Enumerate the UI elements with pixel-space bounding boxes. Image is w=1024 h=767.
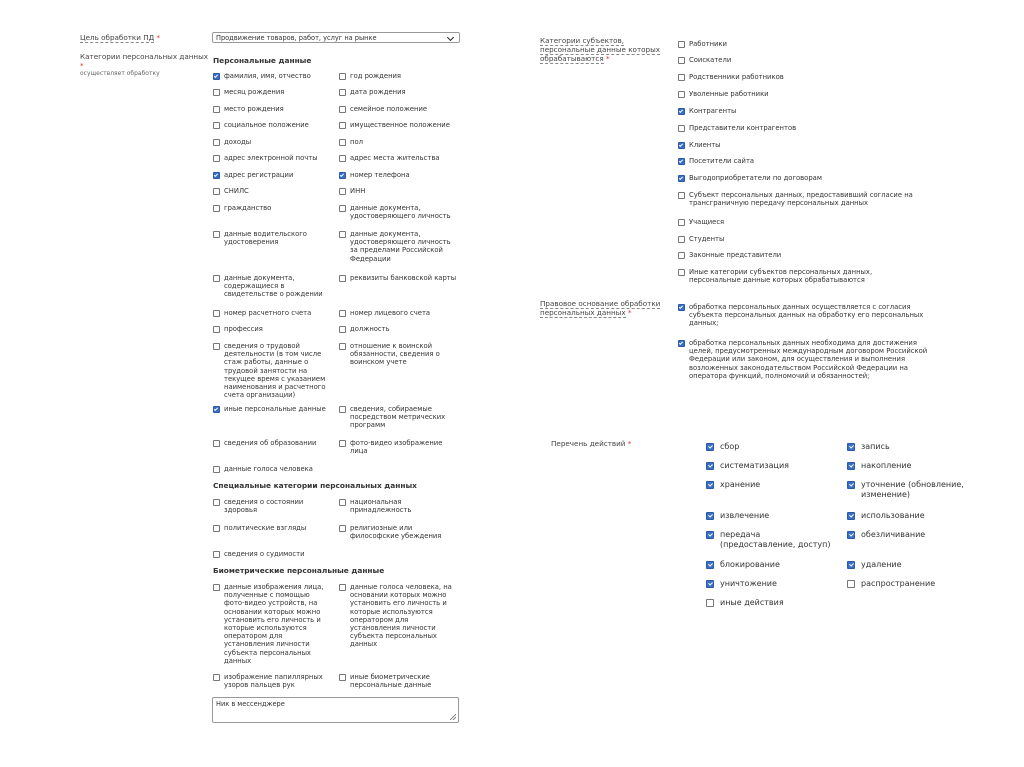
section-special-title: Специальные категории персональных данных bbox=[213, 481, 417, 490]
checkbox-label: год рождения bbox=[350, 72, 402, 80]
required-mark: * bbox=[156, 33, 161, 42]
checkbox-unchecked-icon[interactable] bbox=[213, 205, 220, 212]
checkbox-unchecked-icon[interactable] bbox=[213, 122, 220, 129]
checkbox-item[interactable] bbox=[339, 342, 457, 367]
checkbox-label: Иные категории субъектов персональных данных, персональные данные которых обрабатываются bbox=[689, 268, 873, 285]
checkbox-unchecked-icon[interactable] bbox=[339, 122, 346, 129]
checkbox-checked-icon[interactable] bbox=[213, 172, 220, 179]
checkbox-checked-icon[interactable] bbox=[847, 462, 855, 470]
checkbox-label: социальное положение bbox=[224, 121, 309, 129]
checkbox-label: иные персональные данные bbox=[224, 405, 326, 413]
required-mark: * bbox=[627, 308, 632, 317]
checkbox-label: адрес электронной почты bbox=[224, 154, 318, 162]
checkbox-unchecked-icon[interactable] bbox=[678, 192, 685, 199]
checkbox-label: доходы bbox=[224, 138, 252, 146]
checkbox-label: обезличивание bbox=[861, 530, 926, 539]
checkbox-item[interactable] bbox=[678, 191, 918, 207]
checkbox-label: данные голоса человека, на основании которых можно установить его личность и которые используются оператором для установления личности субъекта персональных данных bbox=[350, 583, 452, 649]
checkbox-item[interactable] bbox=[213, 274, 331, 299]
checkbox-item[interactable] bbox=[847, 480, 967, 500]
checkbox-item[interactable] bbox=[213, 72, 331, 80]
checkbox-label: сбор bbox=[720, 442, 740, 451]
checkbox-item[interactable] bbox=[706, 442, 836, 452]
checkbox-label: адрес места жительства bbox=[350, 154, 440, 162]
checkbox-label: Законные представители bbox=[689, 251, 782, 259]
checkbox-checked-icon[interactable] bbox=[847, 481, 855, 489]
checkbox-unchecked-icon[interactable] bbox=[213, 551, 220, 558]
checkbox-item[interactable] bbox=[213, 230, 331, 246]
checkbox-label: имущественное положение bbox=[350, 121, 450, 129]
required-mark: * bbox=[605, 54, 610, 63]
checkbox-unchecked-icon[interactable] bbox=[339, 275, 346, 282]
checkbox-item[interactable] bbox=[706, 461, 836, 471]
checkbox-item[interactable] bbox=[339, 583, 457, 649]
checkbox-label: должность bbox=[350, 325, 390, 333]
purpose-select[interactable] bbox=[212, 32, 460, 43]
checkbox-item[interactable] bbox=[706, 530, 836, 550]
checkbox-checked-icon[interactable] bbox=[678, 142, 685, 149]
checkbox-item[interactable] bbox=[706, 511, 836, 521]
checkbox-label: национальная принадлежность bbox=[350, 498, 412, 515]
checkbox-unchecked-icon[interactable] bbox=[339, 406, 346, 413]
checkbox-item[interactable] bbox=[678, 303, 928, 328]
checkbox-unchecked-icon[interactable] bbox=[339, 584, 346, 591]
checkbox-item[interactable] bbox=[213, 154, 331, 162]
checkbox-unchecked-icon[interactable] bbox=[213, 326, 220, 333]
checkbox-item[interactable] bbox=[339, 325, 457, 333]
checkbox-label: сведения о состоянии здоровья bbox=[224, 498, 304, 515]
checkbox-item[interactable] bbox=[847, 579, 967, 589]
checkbox-unchecked-icon[interactable] bbox=[213, 275, 220, 282]
checkbox-unchecked-icon[interactable] bbox=[339, 310, 346, 317]
checkbox-unchecked-icon[interactable] bbox=[213, 525, 220, 532]
checkbox-label: данные документа, удостоверяющего личность за пределами Российской Федерации bbox=[350, 230, 451, 263]
checkbox-label: место рождения bbox=[224, 105, 284, 113]
checkbox-unchecked-icon[interactable] bbox=[847, 580, 855, 588]
checkbox-item[interactable] bbox=[213, 105, 331, 113]
checkbox-label: использование bbox=[861, 511, 925, 520]
checkbox-unchecked-icon[interactable] bbox=[339, 326, 346, 333]
checkbox-item[interactable] bbox=[706, 579, 836, 589]
checkbox-item[interactable] bbox=[678, 73, 918, 81]
checkbox-item[interactable] bbox=[678, 268, 918, 284]
checkbox-label: иные биометрические персональные данные bbox=[350, 673, 432, 690]
checkbox-item[interactable] bbox=[678, 56, 918, 64]
checkbox-checked-icon[interactable] bbox=[678, 340, 685, 347]
checkbox-label: Родственники работников bbox=[689, 73, 784, 81]
checkbox-label: ИНН bbox=[350, 187, 366, 195]
checkbox-label: месяц рождения bbox=[224, 88, 285, 96]
checkbox-unchecked-icon[interactable] bbox=[339, 106, 346, 113]
categories-label-text: Категории персональных данных bbox=[80, 52, 209, 61]
checkbox-item[interactable] bbox=[213, 204, 331, 212]
checkbox-checked-icon[interactable] bbox=[678, 304, 685, 311]
purpose-label bbox=[80, 33, 200, 42]
checkbox-label: Соискатели bbox=[689, 56, 732, 64]
checkbox-label: иные действия bbox=[720, 598, 784, 607]
purpose-select-value: Продвижение товаров, работ, услуг на рынке bbox=[216, 34, 377, 42]
checkbox-label: Посетители сайта bbox=[689, 157, 755, 165]
subjects-label-text: Категории субъектов, персональные данные которых обрабатываются bbox=[540, 36, 661, 63]
checkbox-unchecked-icon[interactable] bbox=[339, 155, 346, 162]
checkbox-item[interactable] bbox=[706, 598, 836, 608]
resize-grip-icon[interactable] bbox=[449, 713, 456, 720]
checkbox-unchecked-icon[interactable] bbox=[339, 205, 346, 212]
checkbox-checked-icon[interactable] bbox=[678, 158, 685, 165]
checkbox-item[interactable] bbox=[339, 187, 457, 195]
checkbox-item[interactable] bbox=[678, 107, 918, 115]
checkbox-label: политические взгляды bbox=[224, 524, 307, 532]
checkbox-label: уточнение (обновление, изменение) bbox=[861, 480, 964, 499]
checkbox-label: Работники bbox=[689, 40, 727, 48]
checkbox-checked-icon[interactable] bbox=[847, 512, 855, 520]
checkbox-label: накопление bbox=[861, 461, 912, 470]
checkbox-item[interactable] bbox=[213, 405, 331, 413]
checkbox-unchecked-icon[interactable] bbox=[213, 440, 220, 447]
checkbox-item[interactable] bbox=[339, 230, 457, 263]
checkbox-unchecked-icon[interactable] bbox=[678, 57, 685, 64]
required-mark: * bbox=[80, 61, 84, 70]
checkbox-unchecked-icon[interactable] bbox=[678, 125, 685, 132]
checkbox-label: номер расчетного счета bbox=[224, 309, 312, 317]
checkbox-label: запись bbox=[861, 442, 890, 451]
checkbox-label: фото-видео изображение лица bbox=[350, 439, 443, 456]
checkbox-unchecked-icon[interactable] bbox=[339, 89, 346, 96]
checkbox-item[interactable] bbox=[339, 274, 457, 282]
checkbox-label: данные документа, удостоверяющего личность bbox=[350, 204, 451, 221]
checkbox-item[interactable] bbox=[339, 138, 457, 146]
checkbox-unchecked-icon[interactable] bbox=[339, 139, 346, 146]
checkbox-item[interactable] bbox=[339, 405, 457, 430]
checkbox-label: Контрагенты bbox=[689, 107, 737, 115]
checkbox-label: сведения о судимости bbox=[224, 550, 305, 558]
checkbox-checked-icon[interactable] bbox=[847, 443, 855, 451]
checkbox-item[interactable] bbox=[339, 439, 457, 455]
checkbox-unchecked-icon[interactable] bbox=[339, 499, 346, 506]
checkbox-unchecked-icon[interactable] bbox=[213, 674, 220, 681]
checkbox-item[interactable] bbox=[339, 72, 457, 80]
checkbox-checked-icon[interactable] bbox=[213, 406, 220, 413]
checkbox-unchecked-icon[interactable] bbox=[339, 440, 346, 447]
checkbox-label: хранение bbox=[720, 480, 761, 489]
checkbox-item[interactable] bbox=[339, 121, 457, 129]
checkbox-item[interactable] bbox=[339, 154, 457, 162]
checkbox-item[interactable] bbox=[213, 550, 331, 558]
checkbox-label: блокирование bbox=[720, 560, 780, 569]
actions-label-text: Перечень действий bbox=[551, 439, 626, 448]
actions-label bbox=[551, 439, 671, 448]
checkbox-item[interactable] bbox=[847, 461, 967, 471]
checkbox-label: номер телефона bbox=[350, 171, 410, 179]
checkbox-item[interactable] bbox=[339, 524, 457, 540]
checkbox-label: гражданство bbox=[224, 204, 272, 212]
checkbox-item[interactable] bbox=[339, 105, 457, 113]
checkbox-unchecked-icon[interactable] bbox=[339, 231, 346, 238]
checkbox-checked-icon[interactable] bbox=[339, 172, 346, 179]
checkbox-unchecked-icon[interactable] bbox=[678, 269, 685, 276]
legal-label-text: Правовое основание обработки персональных данных bbox=[540, 299, 661, 317]
checkbox-label: семейное положение bbox=[350, 105, 428, 113]
checkbox-label: извлечение bbox=[720, 511, 770, 520]
categories-label bbox=[80, 52, 210, 78]
checkbox-item[interactable] bbox=[339, 171, 457, 179]
checkbox-item[interactable] bbox=[847, 442, 967, 452]
checkbox-unchecked-icon[interactable] bbox=[213, 584, 220, 591]
checkbox-item[interactable] bbox=[678, 339, 928, 380]
checkbox-item[interactable] bbox=[213, 524, 331, 532]
checkbox-unchecked-icon[interactable] bbox=[213, 231, 220, 238]
checkbox-item[interactable] bbox=[847, 511, 967, 521]
checkbox-checked-icon[interactable] bbox=[213, 73, 220, 80]
checkbox-label: данные изображения лица, полученные с помощью фото-видео устройств, на основании которых можно установить его личность и которые используются оператором для установления личности субъекта персональных данных bbox=[224, 583, 324, 665]
checkbox-unchecked-icon[interactable] bbox=[213, 499, 220, 506]
section-personal-title: Персональные данные bbox=[213, 56, 312, 65]
checkbox-label: сведения о трудовой деятельности (в том числе стаж работы, данные о трудовой занятости на текущее время с указанием наименования и расчетного счета организации) bbox=[224, 342, 326, 400]
checkbox-label: Студенты bbox=[689, 235, 725, 243]
checkbox-item[interactable] bbox=[213, 88, 331, 96]
checkbox-unchecked-icon[interactable] bbox=[678, 252, 685, 259]
section-bio-title: Биометрические персональные данные bbox=[213, 566, 385, 575]
checkbox-label: Уволенные работники bbox=[689, 90, 769, 98]
categories-sublabel: осуществляет обработку bbox=[80, 70, 160, 77]
checkbox-unchecked-icon[interactable] bbox=[706, 599, 714, 607]
checkbox-item[interactable] bbox=[213, 498, 331, 514]
checkbox-label: обработка персональных данных осуществляется с согласия субъекта персональных данных на обработку его персональных данных; bbox=[689, 303, 924, 328]
checkbox-label: обработка персональных данных необходима для достижения целей, предусмотренных международным договором Российской Федерации или законом, для осуществления и выполнения возложенных законодательством Российской Федерации на оператора функций, полномочий и обязанностей; bbox=[689, 339, 928, 380]
checkbox-checked-icon[interactable] bbox=[706, 580, 714, 588]
checkbox-label: фамилия, имя, отчество bbox=[224, 72, 311, 80]
checkbox-unchecked-icon[interactable] bbox=[339, 188, 346, 195]
checkbox-label: передача (предоставление, доступ) bbox=[720, 530, 831, 549]
other-data-textarea[interactable] bbox=[212, 697, 459, 723]
checkbox-unchecked-icon[interactable] bbox=[213, 89, 220, 96]
checkbox-item[interactable] bbox=[213, 309, 331, 317]
checkbox-unchecked-icon[interactable] bbox=[213, 466, 220, 473]
checkbox-checked-icon[interactable] bbox=[706, 462, 714, 470]
checkbox-item[interactable] bbox=[213, 171, 331, 179]
checkbox-label: данные водительского удостоверения bbox=[224, 230, 307, 247]
required-mark: * bbox=[627, 439, 632, 448]
checkbox-checked-icon[interactable] bbox=[706, 561, 714, 569]
checkbox-item[interactable] bbox=[213, 583, 331, 665]
checkbox-unchecked-icon[interactable] bbox=[213, 155, 220, 162]
checkbox-unchecked-icon[interactable] bbox=[339, 343, 346, 350]
subjects-label bbox=[540, 36, 675, 63]
checkbox-item[interactable] bbox=[678, 40, 918, 48]
checkbox-item[interactable] bbox=[678, 157, 918, 165]
checkbox-item[interactable] bbox=[339, 309, 457, 317]
checkbox-label: систематизация bbox=[720, 461, 789, 470]
checkbox-label: реквизиты банковской карты bbox=[350, 274, 457, 282]
checkbox-item[interactable] bbox=[678, 251, 918, 259]
checkbox-item[interactable] bbox=[678, 235, 918, 243]
checkbox-label: отношение к воинской обязанности, сведения о воинском учете bbox=[350, 342, 440, 367]
checkbox-label: Выгодоприобретатели по договорам bbox=[689, 174, 822, 182]
checkbox-item[interactable] bbox=[213, 342, 331, 399]
checkbox-item[interactable] bbox=[213, 121, 331, 129]
checkbox-checked-icon[interactable] bbox=[847, 531, 855, 539]
checkbox-item[interactable] bbox=[339, 673, 457, 689]
checkbox-unchecked-icon[interactable] bbox=[678, 91, 685, 98]
checkbox-unchecked-icon[interactable] bbox=[213, 310, 220, 317]
checkbox-checked-icon[interactable] bbox=[678, 175, 685, 182]
checkbox-unchecked-icon[interactable] bbox=[678, 74, 685, 81]
checkbox-item[interactable] bbox=[339, 498, 457, 514]
checkbox-item[interactable] bbox=[678, 124, 918, 132]
checkbox-unchecked-icon[interactable] bbox=[213, 188, 220, 195]
checkbox-item[interactable] bbox=[213, 187, 331, 195]
checkbox-label: дата рождения bbox=[350, 88, 406, 96]
checkbox-checked-icon[interactable] bbox=[706, 443, 714, 451]
checkbox-checked-icon[interactable] bbox=[678, 108, 685, 115]
checkbox-label: номер лицевого счета bbox=[350, 309, 431, 317]
checkbox-label: пол bbox=[350, 138, 363, 146]
checkbox-checked-icon[interactable] bbox=[847, 561, 855, 569]
checkbox-item[interactable] bbox=[706, 480, 836, 490]
checkbox-checked-icon[interactable] bbox=[706, 481, 714, 489]
checkbox-label: религиозные или философские убеждения bbox=[350, 524, 442, 541]
checkbox-unchecked-icon[interactable] bbox=[339, 674, 346, 681]
checkbox-label: Учащиеся bbox=[689, 218, 725, 226]
checkbox-label: данные голоса человека bbox=[224, 465, 313, 473]
checkbox-item[interactable] bbox=[678, 90, 918, 98]
checkbox-label: распространение bbox=[861, 579, 936, 588]
checkbox-item[interactable] bbox=[213, 673, 331, 689]
checkbox-label: данные документа, содержащиеся в свидетельстве о рождении bbox=[224, 274, 323, 299]
checkbox-item[interactable] bbox=[213, 325, 331, 333]
checkbox-label: сведения об образовании bbox=[224, 439, 317, 447]
checkbox-label: уничтожение bbox=[720, 579, 777, 588]
checkbox-unchecked-icon[interactable] bbox=[213, 106, 220, 113]
checkbox-checked-icon[interactable] bbox=[706, 512, 714, 520]
checkbox-item[interactable] bbox=[678, 174, 918, 182]
checkbox-unchecked-icon[interactable] bbox=[678, 236, 685, 243]
checkbox-item[interactable] bbox=[847, 560, 967, 570]
checkbox-unchecked-icon[interactable] bbox=[339, 525, 346, 532]
checkbox-unchecked-icon[interactable] bbox=[678, 41, 685, 48]
checkbox-item[interactable] bbox=[339, 204, 457, 220]
checkbox-item[interactable] bbox=[706, 560, 836, 570]
checkbox-label: СНИЛС bbox=[224, 187, 249, 195]
checkbox-unchecked-icon[interactable] bbox=[678, 219, 685, 226]
checkbox-item[interactable] bbox=[213, 439, 331, 447]
checkbox-item[interactable] bbox=[678, 141, 918, 149]
other-data-text: Ник в мессенджере bbox=[216, 700, 285, 708]
checkbox-item[interactable] bbox=[213, 138, 331, 146]
chevron-down-icon bbox=[447, 34, 454, 41]
purpose-label-text: Цель обработки ПД bbox=[80, 33, 155, 42]
checkbox-label: изображение папиллярных узоров пальцев рук bbox=[224, 673, 323, 690]
checkbox-item[interactable] bbox=[847, 530, 967, 540]
checkbox-label: Клиенты bbox=[689, 141, 721, 149]
checkbox-label: профессия bbox=[224, 325, 263, 333]
checkbox-label: адрес регистрации bbox=[224, 171, 294, 179]
checkbox-label: Субъект персональных данных, предоставивший согласие на трансграничную передачу персональных данных bbox=[689, 191, 913, 208]
checkbox-item[interactable] bbox=[339, 88, 457, 96]
checkbox-item[interactable] bbox=[213, 465, 331, 473]
checkbox-unchecked-icon[interactable] bbox=[339, 73, 346, 80]
checkbox-item[interactable] bbox=[678, 218, 918, 226]
checkbox-label: удаление bbox=[861, 560, 902, 569]
checkbox-label: Представители контрагентов bbox=[689, 124, 797, 132]
checkbox-checked-icon[interactable] bbox=[706, 531, 714, 539]
checkbox-unchecked-icon[interactable] bbox=[213, 343, 220, 350]
checkbox-unchecked-icon[interactable] bbox=[213, 139, 220, 146]
checkbox-label: сведения, собираемые посредством метрических программ bbox=[350, 405, 446, 430]
legal-label bbox=[540, 299, 665, 317]
